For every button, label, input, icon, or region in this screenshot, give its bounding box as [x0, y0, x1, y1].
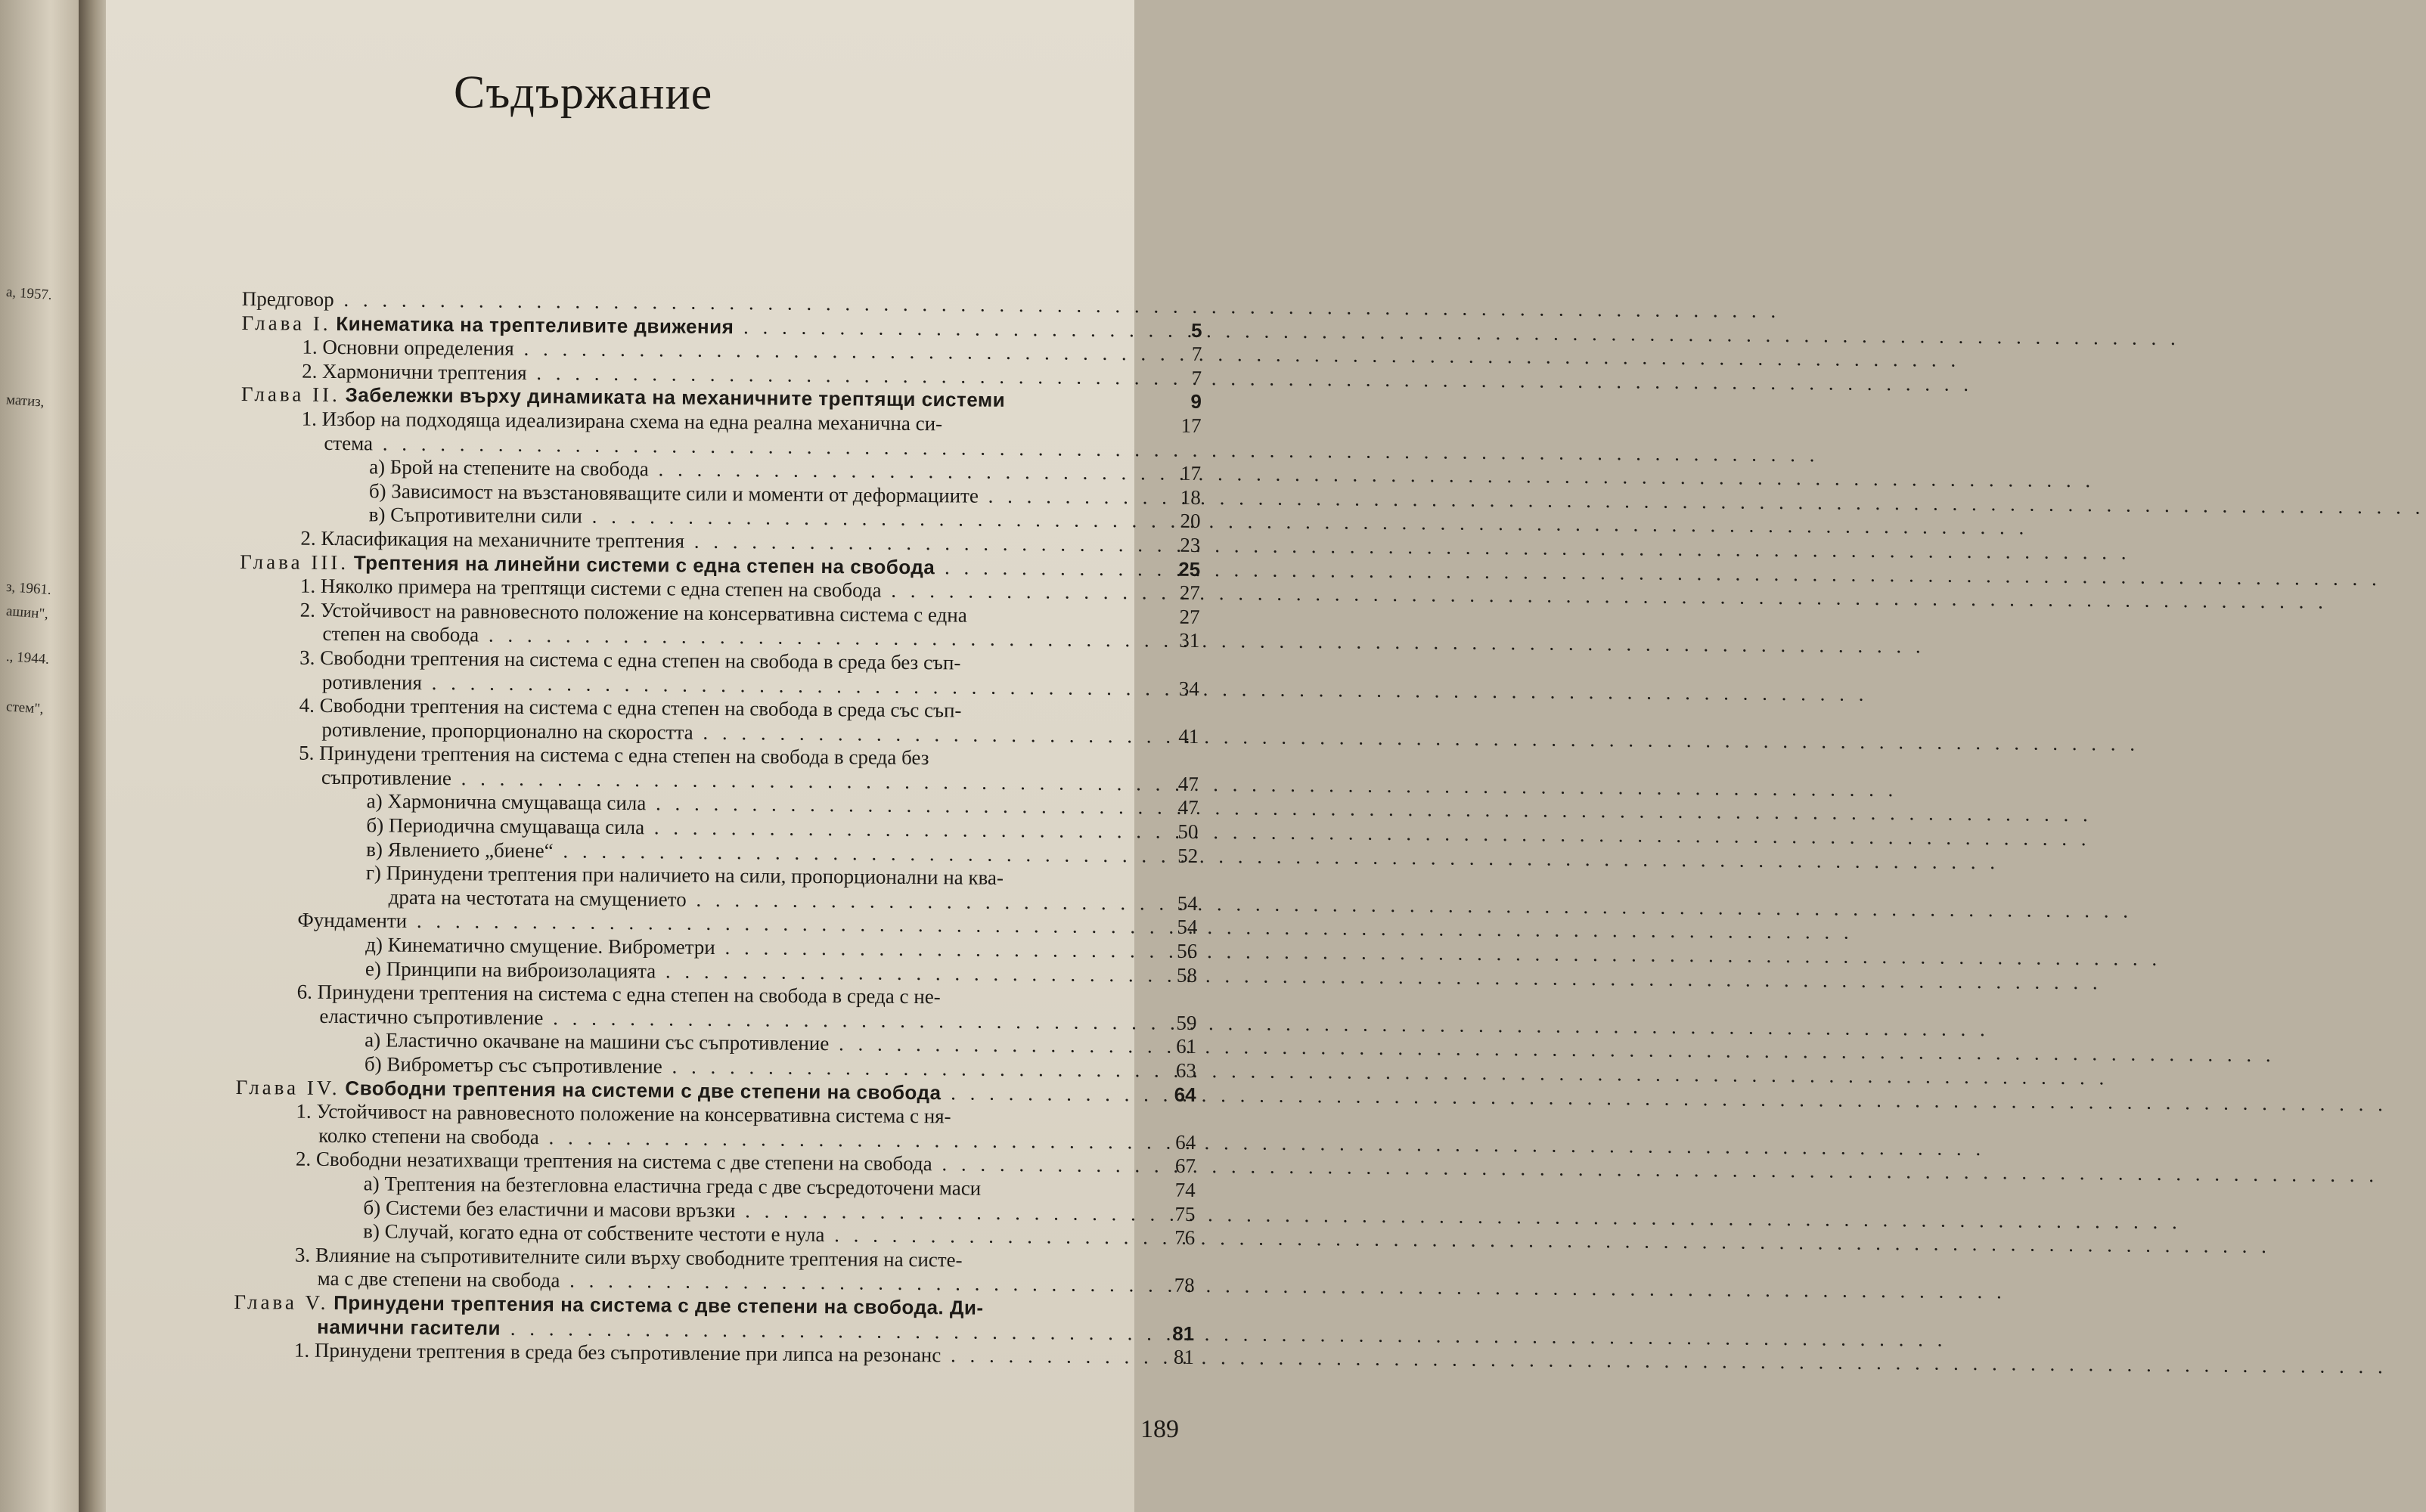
left-page-fragment: ашин",	[5, 603, 49, 622]
toc-page-number: 61	[1176, 1035, 1197, 1058]
toc-entry-title: 3. Свободни трептения на система с една степен на свобода в среда без съп-	[299, 646, 961, 674]
toc-entry-title: стема	[324, 431, 374, 454]
toc-entry-title: в) Явлението „биене“	[366, 837, 554, 862]
toc-page-number: 47	[1177, 796, 1199, 820]
chapter-label: Глава IV.	[235, 1075, 340, 1099]
toc-page-number: 52	[1177, 844, 1199, 867]
toc-entry-title: 1. Устойчивост на равновесното положение на консервативна система с ня-	[296, 1099, 951, 1128]
toc-page-number: 18	[1180, 485, 1201, 509]
toc-page-number: 7	[1191, 342, 1202, 366]
toc-entry-title: 2. Хармонични трептения	[302, 359, 527, 384]
toc-page-number	[1146, 748, 1199, 749]
toc-entry-title: а) Еластично окачване на машини със съпротивление	[365, 1028, 830, 1055]
toc-page-number: 56	[1177, 939, 1198, 962]
left-page-fragment: стем",	[5, 699, 45, 717]
toc-page-number: 76	[1174, 1225, 1196, 1250]
toc-entry-title: еластично съпротивление	[319, 1004, 544, 1029]
toc-page-number: 54	[1177, 916, 1198, 939]
toc-entry-title: Принудени трептения на система с две степени на свобода. Ди-	[333, 1290, 984, 1319]
chapter-label: Глава V.	[234, 1290, 329, 1314]
toc-entry-title: 2. Свободни незатихващи трептения на система с две степени на свобода	[295, 1147, 932, 1176]
toc-page-number	[1144, 987, 1197, 988]
toc-page-number: 20	[1180, 510, 1201, 533]
toc-page-number	[1145, 868, 1198, 869]
chapter-label: Глава II.	[240, 383, 340, 407]
toc-page-number: 27	[1179, 581, 1200, 605]
toc-page-number: 34	[1178, 677, 1199, 700]
toc-page-number	[1143, 1107, 1196, 1108]
toc-entry-title: б) Виброметър със съпротивление	[364, 1052, 662, 1078]
toc-entry-title: а) Хармонична смущаваща сила	[366, 789, 647, 815]
toc-entry-title: 1. Няколко примера на трептящи системи с една степен на свобода	[299, 574, 882, 602]
toc-entry-title: 2. Класификация на механичните трептения	[300, 526, 685, 553]
toc-entry-title: Кинематика на трептеливите движения	[336, 311, 734, 338]
toc-entry-title: съпротивление	[321, 765, 452, 790]
toc-page-number: 31	[1179, 629, 1200, 652]
toc-page-number: 54	[1177, 891, 1198, 915]
page-number: 189	[1140, 1415, 1179, 1443]
left-page-fragment: а, 1957.	[5, 284, 53, 304]
left-page-fragment: з, 1961.	[5, 578, 52, 599]
toc-entry-title: драта на честотата на смущението	[388, 885, 687, 911]
toc-entry-title: Фундаменти	[297, 909, 408, 933]
toc-page-number: 63	[1175, 1058, 1197, 1082]
toc-entry-title: 3. Влияние на съпротивителните сили върху свободните трептения на систе-	[294, 1243, 963, 1272]
toc-page-number: 64	[1175, 1130, 1196, 1154]
toc-page-number: 74	[1174, 1178, 1196, 1201]
toc-page-number: 59	[1176, 1011, 1197, 1034]
toc-entry-title: 1. Основни определения	[302, 335, 514, 361]
toc-page-number	[1142, 1297, 1195, 1298]
book-page	[106, 0, 1202, 1512]
toc-page-number: 81	[1173, 1345, 1195, 1369]
toc-page-number: 17	[1180, 414, 1202, 437]
toc-entry-title: в) Случай, когато една от собствените честоти е нула	[363, 1219, 825, 1247]
toc-entry-title: б) Периодична смущаваща сила	[366, 813, 645, 839]
toc-entry-title: степен на свобода	[322, 622, 479, 646]
toc-entry-title: г) Принудени трептения при наличието на сили, пропорционални на ква-	[365, 861, 1004, 890]
toc-entry-title: Забележки върху динамиката на механичните трептящи системи	[345, 383, 1006, 412]
toc-entry-title: ротивления	[321, 670, 423, 694]
table-of-contents	[234, 287, 1202, 1370]
toc-page-number: 64	[1174, 1083, 1196, 1106]
toc-page-number: 78	[1174, 1274, 1195, 1297]
toc-page-number	[1146, 652, 1199, 653]
toc-page-number: 27	[1179, 605, 1200, 628]
toc-page-number: 81	[1172, 1321, 1195, 1345]
toc-page-number: 17	[1180, 461, 1202, 485]
toc-entry-title: ма с две степени на свобода	[317, 1267, 560, 1292]
chapter-label: Глава III.	[240, 550, 349, 574]
toc-entry-title: колко степени на свобода	[318, 1123, 539, 1148]
toc-page-number: 25	[1178, 557, 1201, 581]
toc-entry-title: 5. Принудени трептения на система с една степен на свобода в среда без	[299, 741, 929, 770]
toc-entry-title: Свободни трептения на системи с две степени на свобода	[345, 1076, 942, 1104]
toc-entry-title: 6. Принудени трептения на система с една степен на свобода в среда с не-	[296, 980, 941, 1009]
toc-page-number: 23	[1180, 533, 1201, 556]
toc-entry-title: 1. Избор на подходяща идеализирана схема на една реална механична си-	[301, 407, 943, 435]
toc-page-number: 41	[1178, 724, 1199, 748]
toc-entry-title: 2. Устойчивост на равновесното положение на консервативна система с една	[299, 598, 967, 627]
toc-entry-title: б) Зависимост на възстановяващите сили и моменти от деформациите	[368, 479, 979, 507]
toc-entry-title: Предговор	[241, 287, 334, 311]
toc-page-number: 47	[1177, 772, 1199, 795]
left-page-edge	[0, 0, 85, 1512]
toc-page-number: 75	[1174, 1202, 1196, 1225]
toc-page-number: 7	[1191, 366, 1202, 389]
chapter-label: Глава I.	[241, 311, 331, 335]
toc-entry-title: намични гасители	[317, 1315, 501, 1340]
toc-page-number: 9	[1190, 390, 1202, 414]
toc-page-number: 58	[1176, 963, 1198, 987]
toc-entry-title: а) Трептения на безтегловна еластична греда с две съсредоточени маси	[363, 1172, 982, 1200]
page-title: Съдържание	[453, 67, 713, 119]
toc-page-number	[1146, 701, 1199, 702]
toc-entry-title: 1. Принудени трептения в среда без съпротивление при липса на резонанс	[293, 1338, 942, 1367]
toc-entry-title: д) Кинематично смущение. Виброметри	[365, 933, 715, 959]
toc-entry-title: 4. Свободни трептения на система с една степен на свобода в среда със съп-	[299, 693, 962, 722]
left-page-fragment: ., 1944.	[5, 649, 50, 668]
toc-entry-title: в) Съпротивителни сили	[368, 503, 583, 528]
toc-entry-title: а) Брой на степените на свобода	[369, 455, 649, 481]
toc-entry-title: Трептения на линейни системи с една степен на свобода	[353, 550, 935, 578]
toc-page-number: 50	[1177, 820, 1199, 844]
toc-entry-title: б) Системи без еластични и масови връзки	[363, 1195, 736, 1222]
toc-entry-title: ротивление, пропорционално на скоростта	[321, 717, 693, 744]
toc-entry-title: е) Принципи на виброизолацията	[365, 956, 656, 982]
left-page-fragment: матиз,	[5, 392, 45, 411]
toc-page-number: 5	[1191, 318, 1202, 342]
toc-page-number: 67	[1174, 1154, 1196, 1178]
